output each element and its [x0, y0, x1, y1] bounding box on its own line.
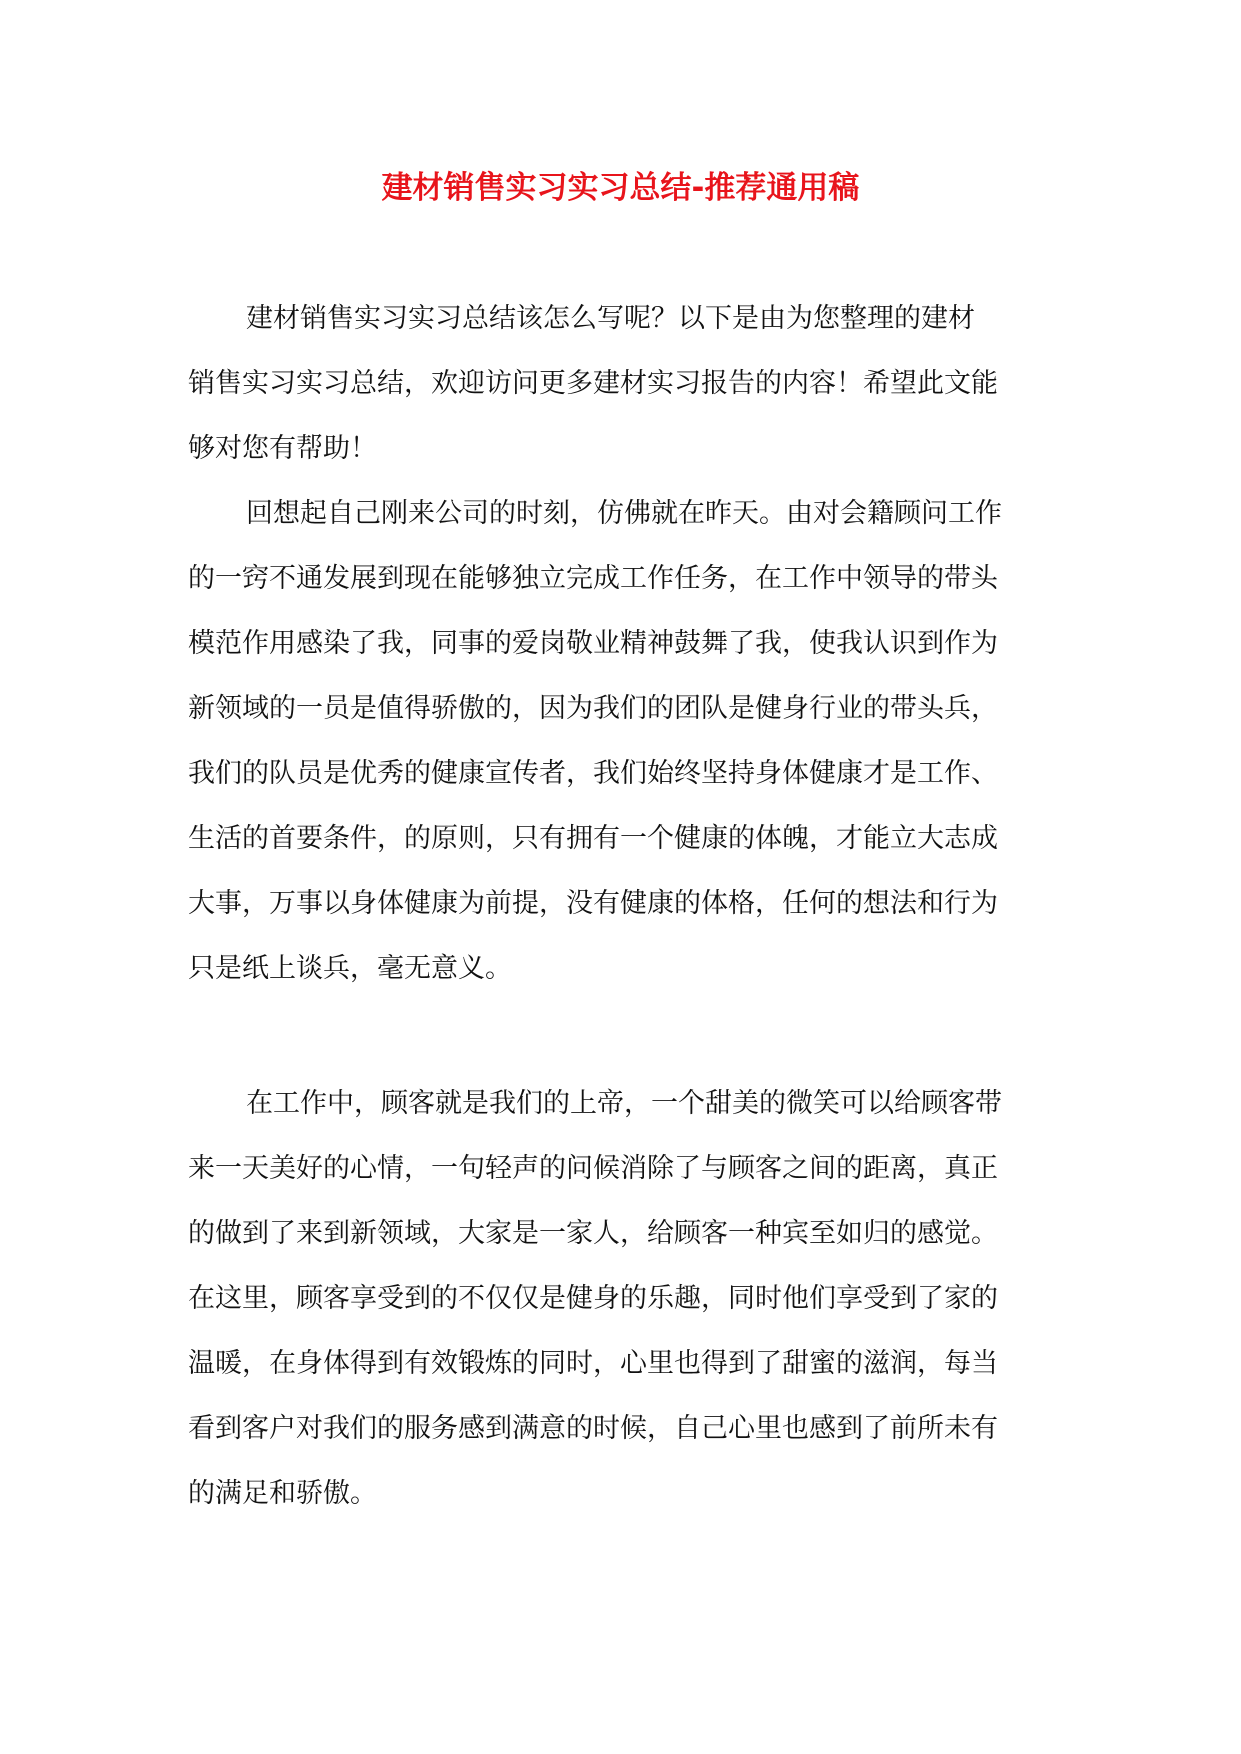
paragraph-line: 建材销售实习实习总结该怎么写呢？以下是由为您整理的建材	[246, 303, 975, 334]
paragraph-line: 在这里，顾客享受到的不仅仅是健身的乐趣，同时他们享受到了家的	[188, 1283, 998, 1314]
paragraph-line: 大事，万事以身体健康为前提，没有健康的体格，任何的想法和行为	[188, 888, 998, 919]
paragraph-recollection	[188, 481, 1068, 1001]
paragraph-line: 够对您有帮助！	[188, 433, 377, 464]
paragraph-line: 回想起自己刚来公司的时刻，仿佛就在昨天。由对会籍顾问工作	[246, 498, 1002, 529]
paragraph-customers	[188, 1071, 1068, 1526]
paragraph-line: 模范作用感染了我，同事的爱岗敬业精神鼓舞了我，使我认识到作为	[188, 628, 998, 659]
paragraph-line: 生活的首要条件，的原则，只有拥有一个健康的体魄，才能立大志成	[188, 823, 998, 854]
paragraph-line: 的一窍不通发展到现在能够独立完成工作任务，在工作中领导的带头	[188, 563, 998, 594]
paragraph-line: 新领域的一员是值得骄傲的，因为我们的团队是健身行业的带头兵，	[188, 693, 998, 724]
paragraph-line: 看到客户对我们的服务感到满意的时候，自己心里也感到了前所未有	[188, 1413, 998, 1444]
document-body-lower	[188, 1071, 1068, 1526]
paragraph-line: 在工作中，顾客就是我们的上帝，一个甜美的微笑可以给顾客带	[246, 1088, 1002, 1119]
paragraph-line: 我们的队员是优秀的健康宣传者，我们始终坚持身体健康才是工作、	[188, 758, 998, 789]
paragraph-line: 销售实习实习总结，欢迎访问更多建材实习报告的内容！希望此文能	[188, 368, 998, 399]
document-title: 建材销售实习实习总结-推荐通用稿	[381, 170, 860, 206]
paragraph-intro	[188, 286, 1068, 481]
document-body-upper	[188, 286, 1068, 1001]
paragraph-line: 的做到了来到新领域，大家是一家人，给顾客一种宾至如归的感觉。	[188, 1218, 998, 1249]
paragraph-line: 的满足和骄傲。	[188, 1478, 377, 1509]
paragraph-line: 来一天美好的心情，一句轻声的问候消除了与顾客之间的距离，真正	[188, 1153, 998, 1184]
paragraph-line: 温暖，在身体得到有效锻炼的同时，心里也得到了甜蜜的滋润，每当	[188, 1348, 998, 1379]
paragraph-line: 只是纸上谈兵，毫无意义。	[188, 953, 512, 984]
